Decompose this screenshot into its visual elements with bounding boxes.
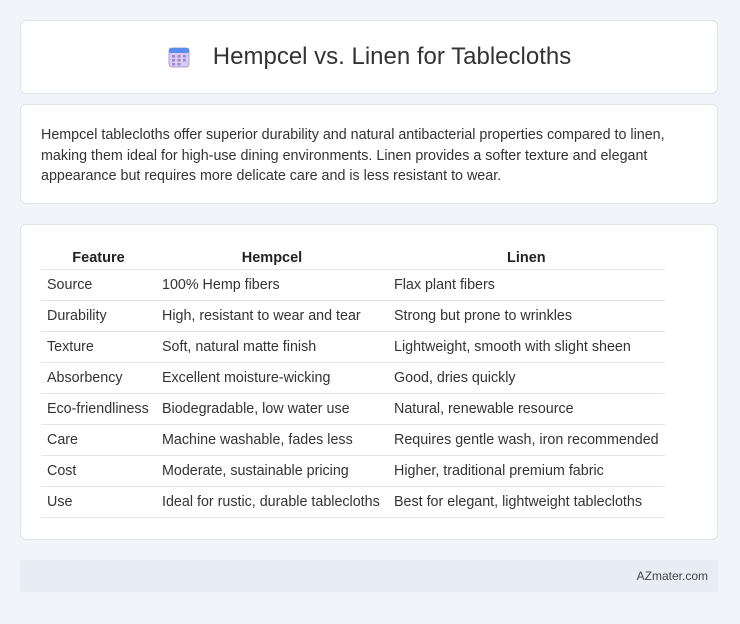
footer-bar	[20, 560, 718, 592]
table-row	[41, 487, 665, 518]
header-feature: Feature	[41, 247, 156, 270]
summary-text: Hempcel tablecloths offer superior durability and natural antibacterial properties compared to linen, making them ideal for high-use dining environments. Linen provides a softer texture and elegant appearance but requires more delicate care and is less resistant to wear.	[41, 127, 665, 184]
feature-cell: Texture	[41, 332, 156, 363]
feature-cell: Absorbency	[41, 363, 156, 394]
table-row	[41, 425, 665, 456]
hempcel-cell: Machine washable, fades less	[156, 425, 388, 456]
linen-cell: Best for elegant, lightweight tablecloths	[388, 487, 665, 518]
hempcel-cell: Biodegradable, low water use	[156, 394, 388, 425]
hempcel-cell: 100% Hemp fibers	[156, 270, 388, 301]
footer-brand: AZmater.com	[636, 569, 708, 583]
hempcel-cell: Ideal for rustic, durable tablecloths	[156, 487, 388, 518]
hempcel-cell: Soft, natural matte finish	[156, 332, 388, 363]
hempcel-cell: Moderate, sustainable pricing	[156, 456, 388, 487]
table-row	[41, 456, 665, 487]
linen-cell: Natural, renewable resource	[388, 394, 665, 425]
linen-cell: Requires gentle wash, iron recommended	[388, 425, 665, 456]
table-header-row	[41, 247, 665, 270]
title-card	[20, 20, 718, 94]
linen-cell: Good, dries quickly	[388, 363, 665, 394]
feature-cell: Care	[41, 425, 156, 456]
page-title: Hempcel vs. Linen for Tablecloths	[212, 43, 572, 70]
table-row	[41, 363, 665, 394]
feature-cell: Eco-friendliness	[41, 394, 156, 425]
hempcel-cell: Excellent moisture-wicking	[156, 363, 388, 394]
summary-card	[20, 104, 718, 204]
table-row	[41, 301, 665, 332]
table-row	[41, 270, 665, 301]
feature-cell: Source	[41, 270, 156, 301]
feature-cell: Durability	[41, 301, 156, 332]
linen-cell: Strong but prone to wrinkles	[388, 301, 665, 332]
linen-cell: Lightweight, smooth with slight sheen	[388, 332, 665, 363]
comparison-card	[20, 224, 718, 540]
table-row	[41, 332, 665, 363]
linen-cell: Flax plant fibers	[388, 270, 665, 301]
linen-cell: Higher, traditional premium fabric	[388, 456, 665, 487]
calendar-icon	[167, 45, 191, 69]
feature-cell: Use	[41, 487, 156, 518]
hempcel-cell: High, resistant to wear and tear	[156, 301, 388, 332]
header-linen: Linen	[388, 247, 665, 270]
table-row	[41, 394, 665, 425]
header-hempcel: Hempcel	[156, 247, 388, 270]
feature-cell: Cost	[41, 456, 156, 487]
comparison-table	[41, 247, 665, 518]
